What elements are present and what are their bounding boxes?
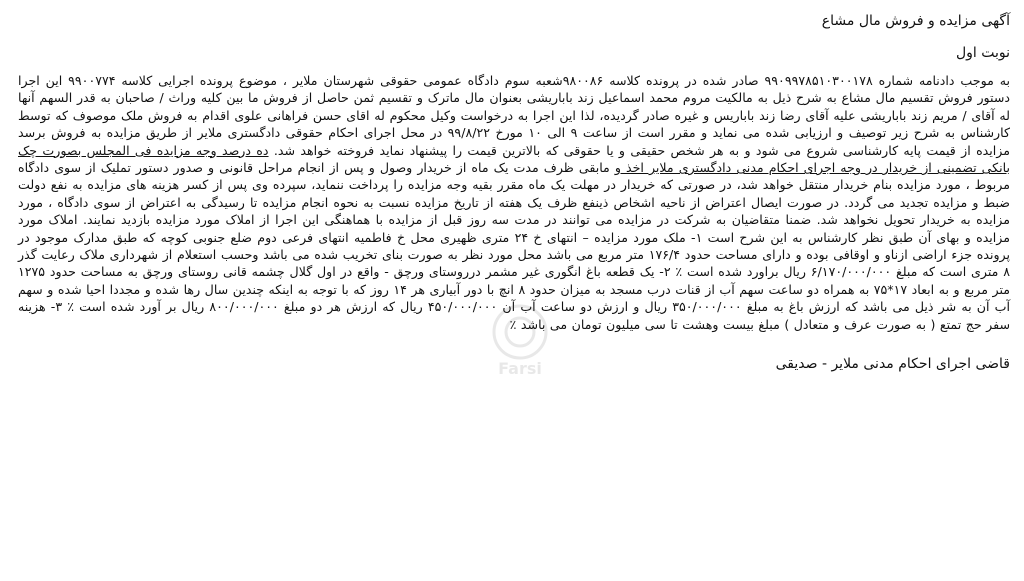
body-paragraph-2: مابقی ظرف مدت یک ماه از خریدار وصول و پس از انجام مراحل قانونی و صدور دستور تملیک از سوی دادگاه مربوط ، مورد مزایده بنام خریدار منتقل خواهد شد، در صورتی که خریدار در مهلت یک ماه مقرر بقیه وجه مزایده را پرداخت ننماید، سپرده وی پس از کسر هزینه های مزایده به نفع دولت ضبط و مزایده تجدید می گردد. در صورت ایصال اعتراض از ناحیه اشخاص ذینفع ظرف یک هفته از تاریخ مزایده نسبت به نحوه انجام مزایده تا رسیدگی به اعتراض از سوی دادگاه ، مورد مزایده به خریدار تحویل نخواهد شد. ضمنا متقاضیان به شرکت در مزایده می توانند در مدت سه روز قبل از مزایده با هماهنگی این اجرا از املاک مورد مزایده بازدید نمایند. املاک مورد مزایده و بهای آن طبق نظر کارشناس به این شرح است ۱- ملک مورد مزایده – انتهای خ ۲۴ متری ظهیری محل خ فاطمیه انتهای فرعی دوم ضلع جنوبی کوچه که طبق مدارک موجود در پرونده جزء اراضی ازناو و اوقافی بوده و دارای مساحت حدود ۱۷۶/۴ متر مربع می باشد محل مورد نظر به صورت بنای تخریب شده می باشد وحسب استعلام از شهرداری ملاک رعایت گذر ۸ متری است که مبلغ ۶/۱۷۰/۰۰۰/۰۰۰ ریال براورد شده است ٪ ۲- یک قطعه باغ انگوری غیر مشمر درروستای ورچق - واقع در اول گلال چشمه قانی روستای ورچق به مساحت حدود ۱۲۷۵ متر مربع و به ابعاد ۱۷*۷۵ به همراه دو ساعت سهم آب از قنات درب مسجد به میزان حدود ۸ انچ با دور آبیاری هر ۱۴ روز که با توجه به اینکه چندین سال رها شده و مجددا احیا شده و سهم آب آن به شر ذیل می باشد که ارزش باغ به مبلغ ۳۵۰/۰۰۰/۰۰۰ ریال و ارزش دو ساعت آب آن ۴۵۰/۰۰۰/۰۰۰ ریال که ارزش هر دو مبلغ ۸۰۰/۰۰۰/۰۰۰ ریال بر آورد شده است ٪ ۳- هزینه سفر حج تمتع ( به صورت عرف و متعادل ) مبلغ بیست وهشت تا سی میلیون تومان می باشد ٪ (18, 160, 1011, 332)
notice-body (18, 72, 1010, 333)
notice-title: آگهی مزایده و فروش مال مشاع (821, 13, 1010, 29)
watermark-text: Farsi (498, 359, 542, 378)
newspaper-watermark-logo (440, 300, 600, 380)
notice-signature: قاضی اجرای احکام مدنی ملایر - صدیقی (775, 356, 1010, 373)
body-underlined-clause: ده درصد وجه مزایده فی المجلس بصورت چک بانکی تضمینی از خریدار در وجه اجرای احکام مدنی دادگستری ملایر اخذ و (18, 142, 1010, 176)
body-paragraph-1: به موجب دادنامه شماره ۹۹۰۹۹۷۸۵۱۰۳۰۰۱۷۸ صادر شده در پرونده کلاسه ۹۸۰۰۸۶شعبه سوم دادگاه عمومی حقوقی شهرستان ملایر ، موضوع پرونده اجرایی کلاسه ۹۹۰۰۷۷۴ این اجرا دستور فروش تقسیم مال مشاع به شرح ذیل به مالکیت مروم محمد اسماعیل زند باباریشی بعنوان مال ماترک و تقسیم ثمن حاصل از فروش ما بین کلیه وراث / صاحبان به قدر السهم آنها له آقای / مریم زند باباریشی علیه آقای رضا زند باباریس و غیره صادر گردیده، لذا این اجرا به درخواست وکیل محکوم له اقای حسن فراهانی علوی اقدام به فروش ملک موصوف که توسط کارشناس به شرح زیر توصیف و ارزیابی شده می نماید و مقرر است از ساعت ۹ الی ۱۰ مورخ ۹۹/۸/۲۲ در محل اجرای احکام حقوقی دادگستری ملایر از طریق مزایده به فروش برسد مزایده از قیمت پایه کارشناسی شروع می شود و به هر شخص حقیقی و یا حقوقی که بالاترین قیمت را پیشنهاد نماید فروخته خواهد شد. (18, 73, 1010, 158)
notice-subtitle: نوبت اول (955, 45, 1010, 61)
